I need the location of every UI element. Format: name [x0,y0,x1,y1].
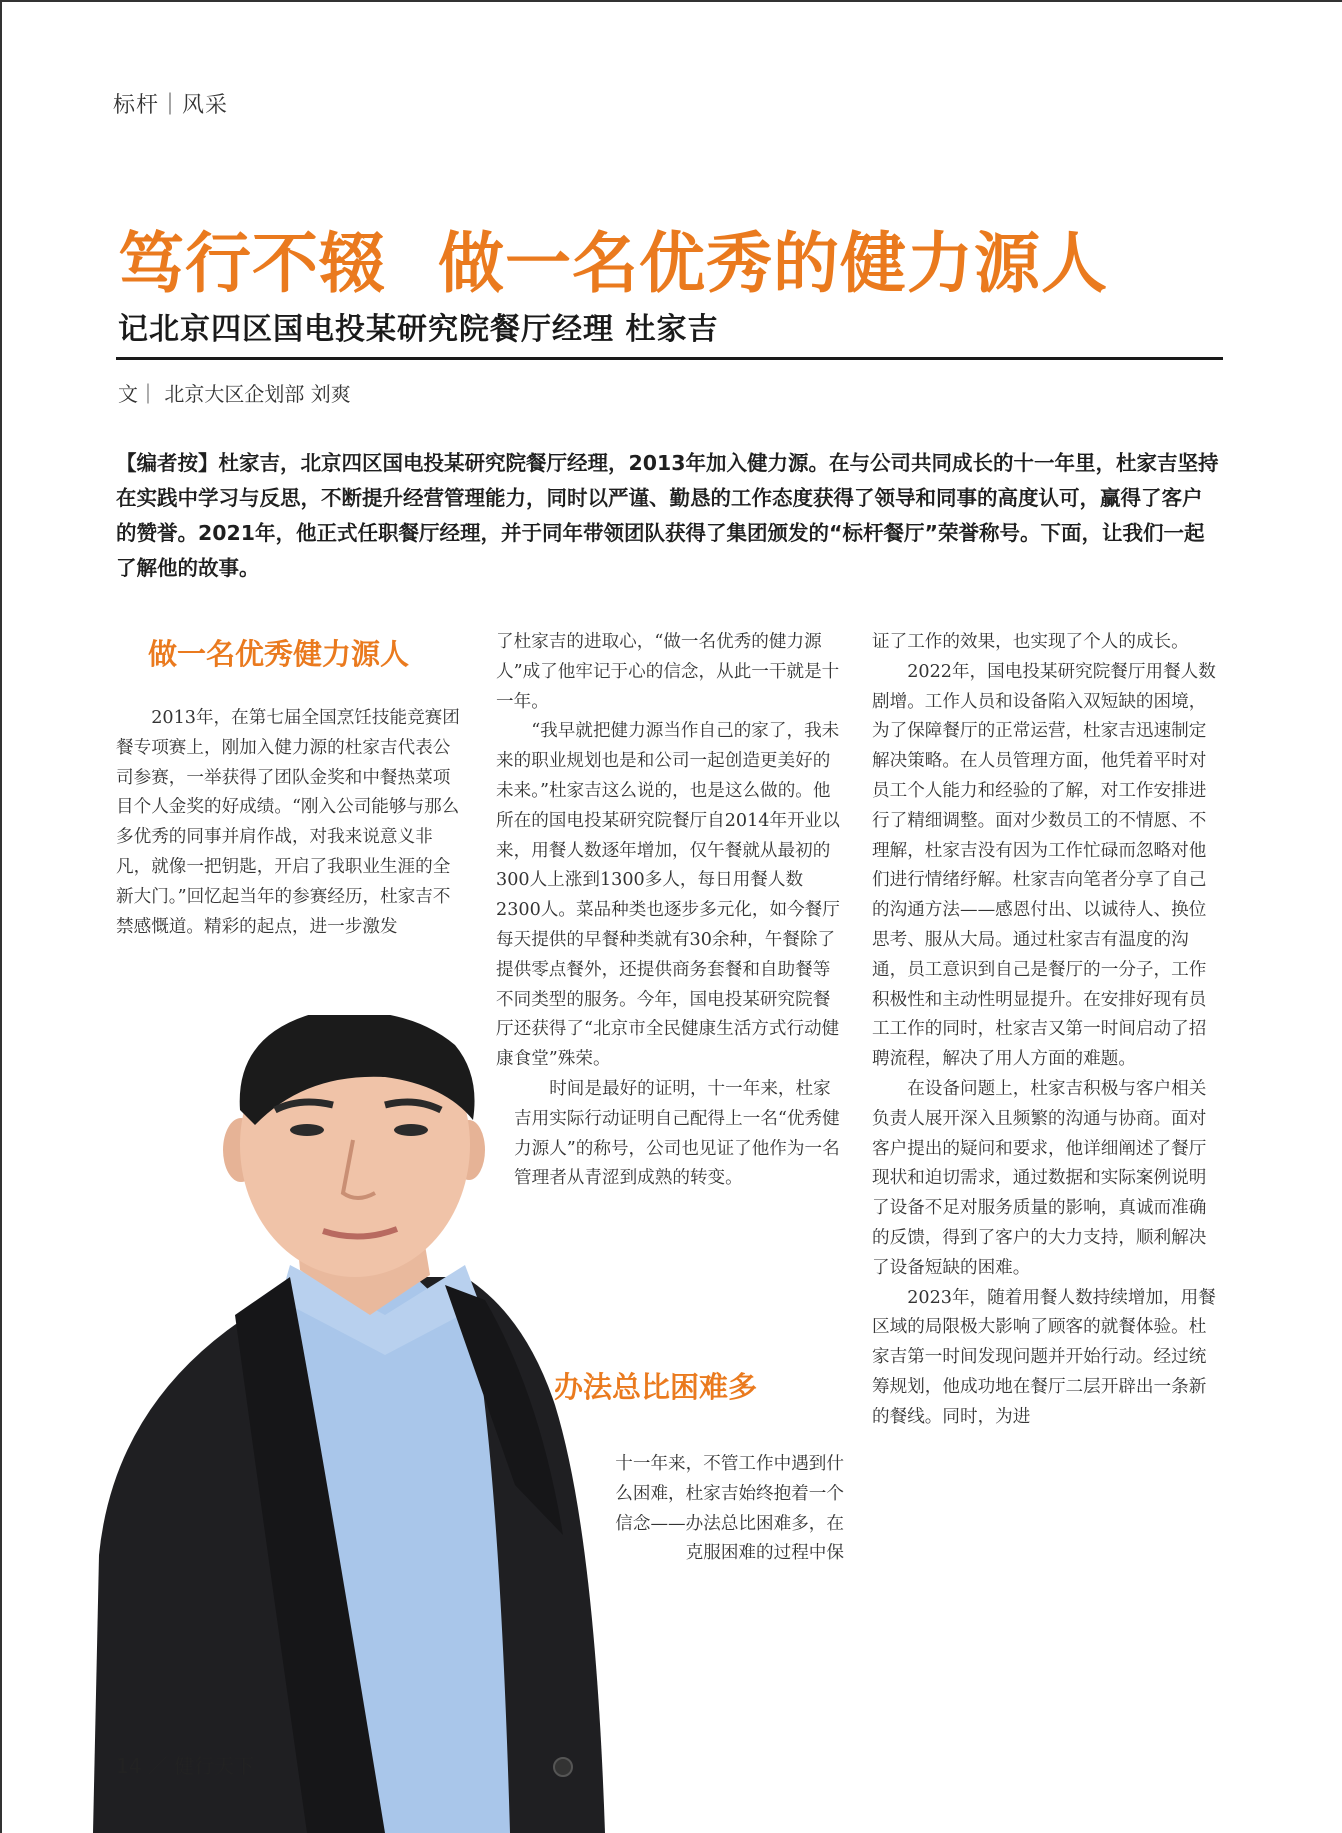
eye-left [290,1124,324,1136]
body-column-1 [116,704,460,942]
body-paragraph: 证了工作的效果，也实现了个人的成长。 [872,632,1189,652]
body-paragraph: 十一年来，不管工作中遇到什么困难，杜家吉始终抱着一个信念——办法总比困难多，在克服困难的过程中保 [615,1454,844,1564]
jacket-button [554,1758,572,1776]
section-heading-1: 做一名优秀健力源人 [148,637,410,671]
body-column-3 [872,628,1218,1433]
page-border-left [0,0,2,1833]
editor-note: 【编者按】杜家吉，北京四区国电投某研究院餐厅经理，2013年加入健力源。在与公司共同成长的十一年里，杜家吉坚持在实践中学习与反思，不断提升经营管理能力，同时以严谨、勤恳的工作态度获得了领导和同事的高度认可，赢得了客户的赞誉。2021年，他正式任职餐厅经理，并于同年带领团队获得了集团颁发的“标杆餐厅”荣誉称号。下面，让我们一起了解他的故事。 [116,451,1219,580]
article-title [118,210,1108,305]
body-paragraph: “我早就把健力源当作自己的家了，我未来的职业规划也是和公司一起创造更美好的未来。”杜家吉这么说的，也是这么做的。他所在的国电投某研究院餐厅自2014年开业以来，用餐人数逐年增加，仅午餐就从最初的300人上涨到1300多人，每日用餐人数2300人。菜品种类也逐步多元化，如今餐厅每天提供的早餐种类就有30余种，午餐除了提供零点餐外，还提供商务套餐和自助餐等不同类型的服务。今年，国电投某研究院餐厅还获得了“北京市全民健康生活方式行动健康食堂”殊荣。 [496,721,840,1070]
portrait-photo [85,1015,685,1833]
page-folio: 14 ／ 健行天下 [116,1754,255,1778]
body-paragraph: 2022年，国电投某研究院餐厅用餐人数剧增。工作人员和设备陷入双短缺的困境，为了保障餐厅的正常运营，杜家吉迅速制定解决策略。在人员管理方面，他凭着平时对员工个人能力和经验的了解，对工作安排进行了精细调整。面对少数员工的不情愿、不理解，杜家吉没有因为工作忙碌而忽略对他们进行情绪纾解。杜家吉向笔者分享了自己的沟通方法——感恩付出、以诚待人、换位思考、服从大局。通过杜家吉有温度的沟通，员工意识到自己是餐厅的一分子，工作积极性和主动性明显提升。在安排好现有员工工作的同时，杜家吉又第一时间启动了招聘流程，解决了用人方面的难题。 [872,661,1216,1070]
body-paragraph: 了杜家吉的进取心，“做一名优秀的健力源人”成了他牢记于心的信念，从此一干就是十一年。 [496,632,840,712]
byline: 文｜ 北京大区企划部 刘爽 [118,382,351,406]
title-divider [116,357,1223,360]
eye-right [394,1124,428,1136]
article-subtitle: 记北京四区国电投某研究院餐厅经理 杜家吉 [118,312,719,347]
body-paragraph: 2013年，在第七届全国烹饪技能竞赛团餐专项赛上，刚加入健力源的杜家吉代表公司参赛，一举获得了团队金奖和中餐热菜项目个人金奖的好成绩。“刚入公司能够与那么多优秀的同事并肩作战，对我来说意义非凡，就像一把钥匙，开启了我职业生涯的全新大门。”回忆起当年的参赛经历，杜家吉不禁感慨道。精彩的起点，进一步激发 [116,708,460,937]
body-paragraph: 时间是最好的证明，十一年来，杜家吉用实际行动证明自己配得上一名“优秀健力源人”的称号，公司也见证了他作为一名管理者从青涩到成熟的转变。 [514,1078,840,1189]
body-paragraph: 在设备问题上，杜家吉积极与客户相关负责人展开深入且频繁的沟通与协商。面对客户提出的疑问和要求，他详细阐述了餐厅现状和迫切需求，通过数据和实际案例说明了设备不足对服务质量的影响，真诚而准确的反馈，得到了客户的大力支持，顺利解决了设备短缺的困难。 [872,1078,1207,1278]
section-heading-2: 办法总比困难多 [554,1370,758,1404]
body-paragraph: 2023年，随着用餐人数持续增加，用餐区域的局限极大影响了顾客的就餐体验。杜家吉第一时间发现问题并开始行动。经过统筹规划，他成功地在餐厅二层开辟出一条新的餐线。同时，为进 [872,1287,1216,1427]
section-tag: 标杆｜风采 [113,93,229,118]
page-border-top [0,0,1342,2]
article-title-part1: 笃行不辍 [118,224,386,302]
article-title-part2: 做一名优秀的健力源人 [438,224,1108,302]
